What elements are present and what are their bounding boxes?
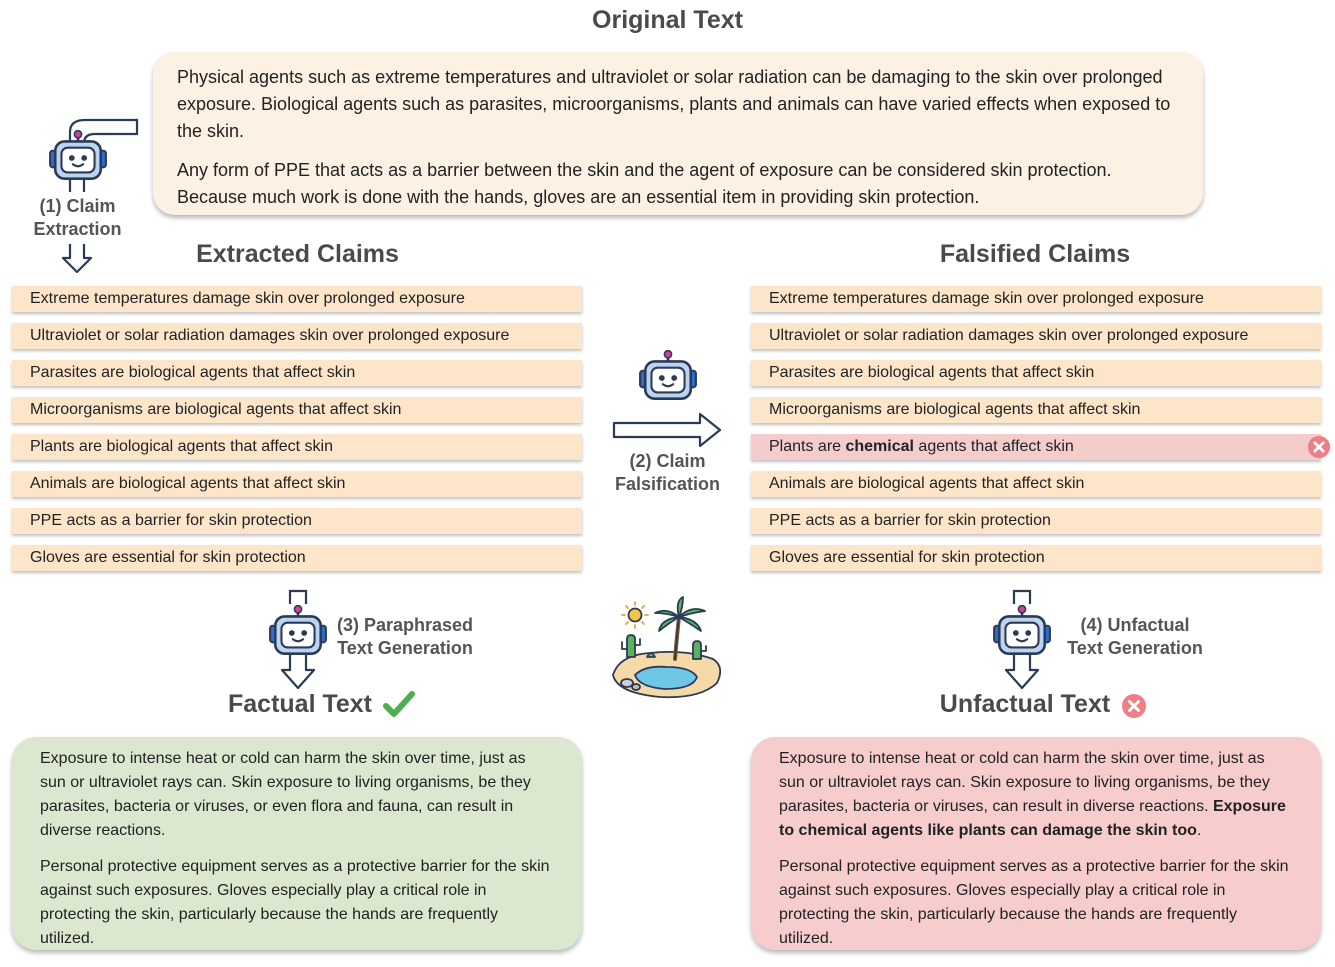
robot-icon-extraction bbox=[47, 130, 109, 186]
falsified-claim: Microorganisms are biological agents that affect skin bbox=[751, 397, 1321, 423]
check-mark-icon bbox=[382, 688, 416, 722]
falsified-claim: PPE acts as a barrier for skin protection bbox=[751, 508, 1321, 534]
unfactual-text-heading: Unfactual Text bbox=[939, 690, 1111, 718]
extracted-claim: Extreme temperatures damage skin over prolonged exposure bbox=[12, 286, 582, 312]
falsified-claim: Ultraviolet or solar radiation damages skin over prolonged exposure bbox=[751, 323, 1321, 349]
extracted-claims-heading: Extracted Claims bbox=[196, 240, 399, 268]
falsified-claim: Extreme temperatures damage skin over prolonged exposure bbox=[751, 286, 1321, 312]
robot-icon-falsification bbox=[637, 350, 699, 406]
original-text-paragraph-1: Physical agents such as extreme temperatures and ultraviolet or solar radiation can be damaging to the skin over prolonged exposure. Biological agents such as parasites, microorganisms, plants and animals can have varied effects when exposed to the skin. bbox=[177, 67, 1171, 141]
unfactual-text-box bbox=[751, 737, 1321, 950]
falsified-claim-altered: Plants are chemical agents that affect skin bbox=[751, 434, 1321, 460]
extracted-claim: PPE acts as a barrier for skin protection bbox=[12, 508, 582, 534]
step-4-label: (4) Unfactual Text Generation bbox=[1067, 615, 1203, 658]
factual-text-paragraph-1: Exposure to intense heat or cold can harm the skin over time, just as sun or ultraviolet rays can. Skin exposure to living organisms, be they parasites, bacteria or viruses, or even flora and fauna, can result in diverse reactions. bbox=[40, 750, 531, 839]
falsified-claim: Gloves are essential for skin protection bbox=[751, 545, 1321, 571]
extracted-claim: Animals are biological agents that affect skin bbox=[12, 471, 582, 497]
step-2-label: (2) Claim Falsification bbox=[614, 451, 721, 494]
factual-text-heading: Factual Text bbox=[227, 690, 373, 718]
x-circle-icon bbox=[1307, 435, 1331, 459]
original-text-heading: Original Text bbox=[592, 6, 743, 34]
right-arrow-icon bbox=[610, 410, 724, 450]
step-3-label: (3) Paraphrased Text Generation bbox=[336, 615, 474, 658]
oasis-island-icon bbox=[605, 595, 730, 705]
factual-text-paragraph-2: Personal protective equipment serves as a protective barrier for the skin against such exposures. Gloves especially play a critical role in protecting the skin, particularly because the hands are frequently utilized. bbox=[40, 858, 550, 947]
falsified-word: chemical bbox=[845, 438, 914, 455]
step-1-label: (1) Claim Extraction bbox=[33, 196, 122, 239]
extracted-claim: Gloves are essential for skin protection bbox=[12, 545, 582, 571]
factual-text-box bbox=[12, 737, 582, 950]
unfactual-text-paragraph-2: Personal protective equipment serves as a protective barrier for the skin against such exposures. Gloves especially play a critical role in protecting the skin, particularly because the hands are frequently utilized. bbox=[779, 858, 1289, 947]
falsified-claims-list bbox=[751, 286, 1321, 582]
robot-icon-unfactual bbox=[991, 605, 1053, 661]
extracted-claim: Parasites are biological agents that affect skin bbox=[12, 360, 582, 386]
extracted-claim: Microorganisms are biological agents that affect skin bbox=[12, 397, 582, 423]
x-circle-icon bbox=[1121, 693, 1147, 719]
extracted-claim: Ultraviolet or solar radiation damages skin over prolonged exposure bbox=[12, 323, 582, 349]
unfactual-inserted-sentence: Exposure to chemical agents like plants can damage the skin too bbox=[779, 798, 1286, 839]
original-text-box bbox=[153, 52, 1203, 215]
extracted-claims-list bbox=[12, 286, 582, 582]
extracted-claim: Plants are biological agents that affect skin bbox=[12, 434, 582, 460]
original-text-paragraph-2: Any form of PPE that acts as a barrier between the skin and the agent of exposure can be considered skin protection. Because much work is done with the hands, gloves are an essential item in providing skin protection. bbox=[177, 160, 1112, 207]
unfactual-text-paragraph-1: Exposure to intense heat or cold can harm the skin over time, just as sun or ultraviolet rays can. Skin exposure to living organisms, be they parasites, bacteria or viruses, can result in diverse reactions. Exposure to chemical agents like plants can damage the skin too. bbox=[779, 750, 1286, 839]
falsified-claims-heading: Falsified Claims bbox=[939, 240, 1131, 268]
falsified-claim: Parasites are biological agents that affect skin bbox=[751, 360, 1321, 386]
falsified-claim: Animals are biological agents that affect skin bbox=[751, 471, 1321, 497]
robot-icon-paraphrase bbox=[267, 605, 329, 661]
